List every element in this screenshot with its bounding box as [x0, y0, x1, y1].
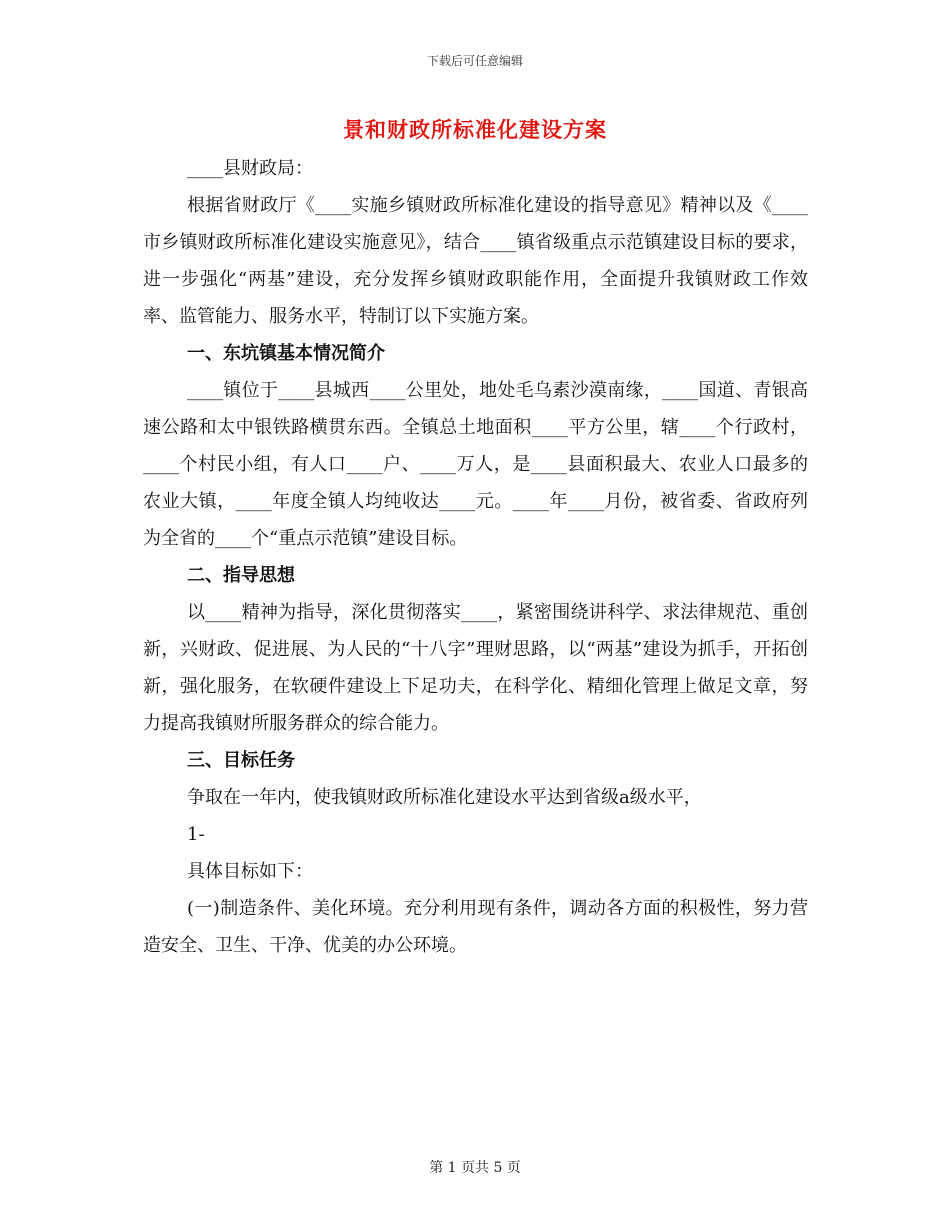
salutation: ____县财政局：: [187, 158, 313, 179]
section-heading-2: 二、指导思想: [187, 565, 295, 586]
page-footer: 第 1 页共 5 页: [429, 1160, 521, 1176]
document-body: [143, 150, 808, 964]
goal-1-paragraph: (一)制造条件、美化环境。充分利用现有条件，调动各方面的积极性，努力营造安全、卫生、干净、优美的办公环境。: [143, 898, 808, 956]
section-2-paragraph: 以____精神为指导，深化贯彻落实____，紧密围绕讲科学、求法律规范、重创新，兴财政、促进展、为人民的“十八字”理财思路，以“两基”建设为抓手，开拓创新，强化服务，在软硬件建设上下足功夫，在科学化、精细化管理上做足文章，努力提高我镇财所服务群众的综合能力。: [143, 602, 808, 734]
intro-paragraph: 根据省财政厅《____实施乡镇财政所标准化建设的指导意见》精神以及《____市乡镇财政所标准化建设实施意见》，结合____镇省级重点示范镇建设目标的要求，进一步强化“两基”建设，充分发挥乡镇财政职能作用，全面提升我镇财政工作效率、监管能力、服务水平，特制订以下实施方案。: [143, 195, 808, 327]
section-heading-3: 三、目标任务: [187, 750, 295, 771]
section-heading-1: 一、东坑镇基本情况简介: [187, 343, 385, 364]
page-marker: 1-: [187, 824, 205, 845]
document-title: 景和财政所标准化建设方案: [343, 117, 607, 142]
section-1-paragraph: ____镇位于____县城西____公里处，地处毛乌素沙漠南缘，____国道、青银高速公路和太中银铁路横贯东西。全镇总土地面积____平方公里，辖____个行政村，____个村民小组，有人口____户、____万人，是____县面积最大、农业人口最多的农业大镇，____年度全镇人均纯收达____元。____年____月份，被省委、省政府列为全省的____个“重点示范镇”建设目标。: [143, 380, 808, 549]
section-3-paragraph: 争取在一年内，使我镇财政所标准化建设水平达到省级a级水平，: [187, 787, 702, 808]
goals-intro: 具体目标如下：: [187, 861, 313, 882]
header-note: 下载后可任意编辑: [426, 54, 523, 68]
